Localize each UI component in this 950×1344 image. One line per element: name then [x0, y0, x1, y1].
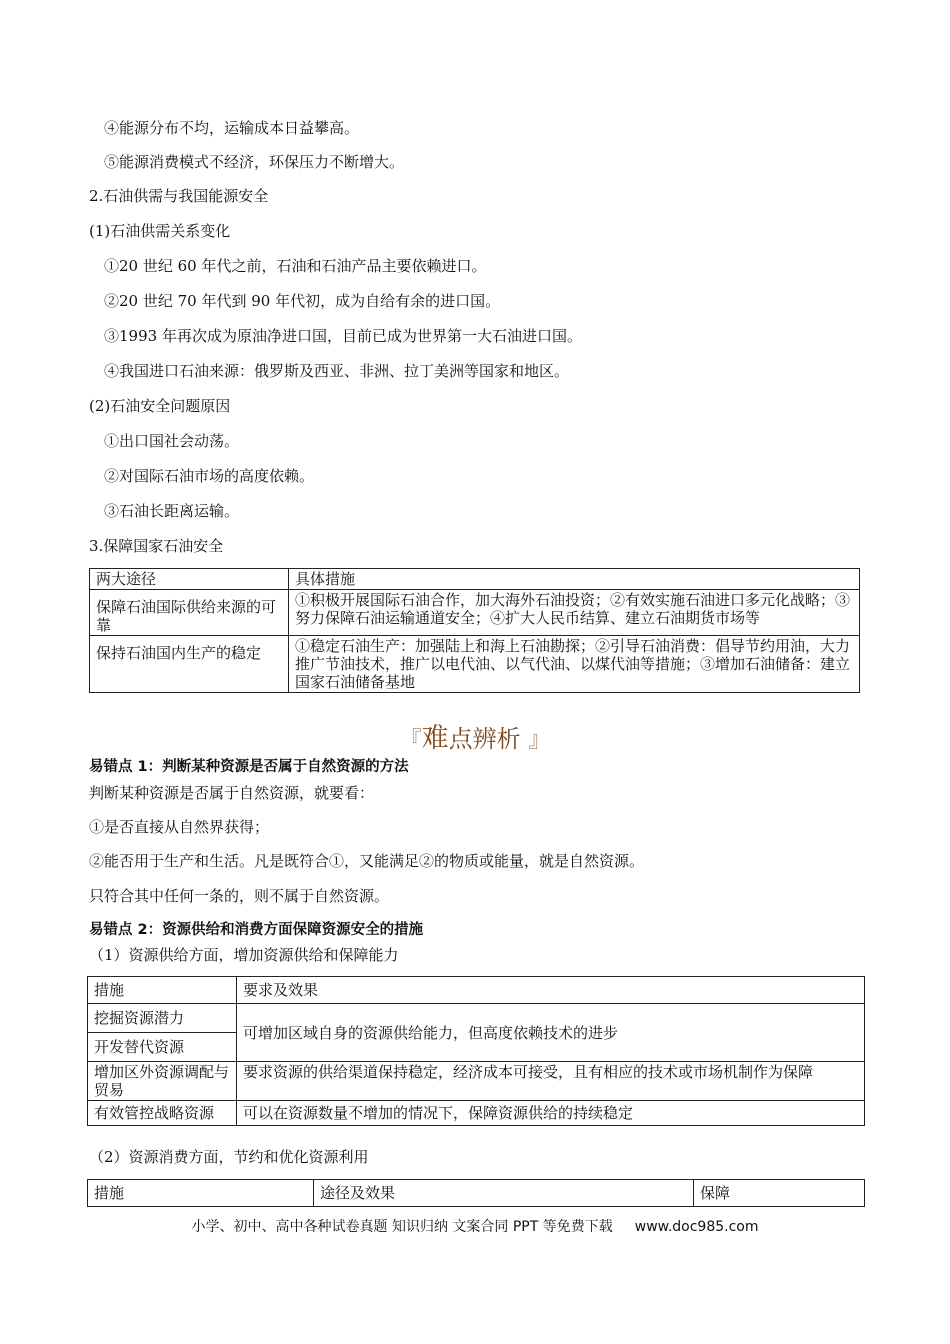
text-line: ⑤能源消费模式不经济，环保压力不断增大。: [104, 153, 405, 171]
footer-url[interactable]: www.doc985.com: [634, 1219, 759, 1235]
text-line: ④我国进口石油来源：俄罗斯及西亚、非洲、拉丁美洲等国家和地区。: [104, 362, 570, 380]
table-cell: 可以在资源数量不增加的情况下，保障资源供给的持续稳定: [237, 1101, 865, 1126]
table-header-row: [90, 569, 860, 590]
table-header-row: [88, 1180, 865, 1207]
oil-security-table: [89, 568, 860, 693]
table-row: [90, 590, 860, 636]
table-cell: 可增加区域自身的资源供给能力，但高度依赖技术的进步: [237, 1004, 865, 1062]
table-cell: 增加区外资源调配与贸易: [88, 1062, 237, 1101]
section-heading: 2.石油供需与我国能源安全: [89, 187, 269, 205]
table-header-cell: 要求及效果: [237, 977, 865, 1004]
table-cell: ①稳定石油生产：加强陆上和海上石油勘探；②引导石油消费：倡导节约用油，大力推广节油技术，推广以电代油、以气代油、以煤代油等措施；③增加石油储备：建立国家石油储备基地: [289, 636, 860, 693]
title-bracket-close: 』: [528, 728, 551, 753]
subsection-heading: （2）资源消费方面，节约和优化资源利用: [89, 1148, 369, 1166]
text-line: 判断某种资源是否属于自然资源，就要看：: [89, 784, 375, 802]
subsection-heading: (1)石油供需关系变化: [89, 222, 231, 240]
table-row: [88, 1062, 865, 1101]
text-line: ④能源分布不均，运输成本日益攀高。: [104, 119, 360, 137]
footer-text: 小学、初中、高中各种试卷真题 知识归纳 文案合同 PPT 等免费下载: [191, 1219, 613, 1235]
title-bracket-open: 『: [399, 728, 422, 753]
table-header-cell: 途径及效果: [314, 1180, 694, 1207]
table-header-cell: 两大途径: [90, 569, 289, 590]
table-row: [88, 1101, 865, 1126]
text-line: ①出口国社会动荡。: [104, 432, 240, 450]
subsection-heading: (2)石油安全问题原因: [89, 397, 231, 415]
text-line: ②20 世纪 70 年代到 90 年代初，成为自给有余的进口国。: [104, 292, 501, 310]
table-header-cell: 措施: [88, 1180, 314, 1207]
table-cell: 挖掘资源潜力: [88, 1004, 237, 1033]
text-line: ①20 世纪 60 年代之前，石油和石油产品主要依赖进口。: [104, 257, 487, 275]
table-row: [88, 1004, 865, 1033]
page-footer: [0, 1216, 950, 1236]
table-cell: 有效管控战略资源: [88, 1101, 237, 1126]
table-header-row: [88, 977, 865, 1004]
error-point-heading: 易错点 2：资源供给和消费方面保障资源安全的措施: [89, 922, 424, 938]
title-first-char: 难: [421, 723, 449, 754]
text-line: ①是否直接从自然界获得；: [89, 818, 270, 836]
text-line: ②能否用于生产和生活。凡是既符合①，又能满足②的物质或能量，就是自然资源。: [89, 852, 645, 870]
text-line: 只符合其中任何一条的，则不属于自然资源。: [89, 887, 390, 905]
table-cell: 要求资源的供给渠道保持稳定，经济成本可接受，且有相应的技术或市场机制作为保障: [237, 1062, 865, 1101]
table-cell: ①积极开展国际石油合作，加大海外石油投资；②有效实施石油进口多元化战略；③努力保障石油运输通道安全；④扩大人民币结算、建立石油期货市场等: [289, 590, 860, 636]
title-rest: 点辨析: [448, 725, 521, 753]
supply-measures-table: [87, 976, 865, 1126]
text-line: ③1993 年再次成为原油净进口国，目前已成为世界第一大石油进口国。: [104, 327, 582, 345]
table-header-cell: 具体措施: [289, 569, 860, 590]
section-heading: 3.保障国家石油安全: [89, 537, 224, 555]
error-point-heading: 易错点 1：判断某种资源是否属于自然资源的方法: [89, 759, 409, 775]
text-line: ②对国际石油市场的高度依赖。: [104, 467, 315, 485]
subsection-heading: （1）资源供给方面，增加资源供给和保障能力: [89, 946, 399, 964]
table-cell: 保持石油国内生产的稳定: [90, 636, 289, 693]
text-line: ③石油长距离运输。: [104, 502, 240, 520]
consumption-measures-table: [87, 1179, 865, 1207]
table-cell: 开发替代资源: [88, 1033, 237, 1062]
section-title: [0, 716, 950, 755]
table-cell: 保障石油国际供给来源的可靠: [90, 590, 289, 636]
table-header-cell: 措施: [88, 977, 237, 1004]
table-header-cell: 保障: [694, 1180, 865, 1207]
table-row: [90, 636, 860, 693]
